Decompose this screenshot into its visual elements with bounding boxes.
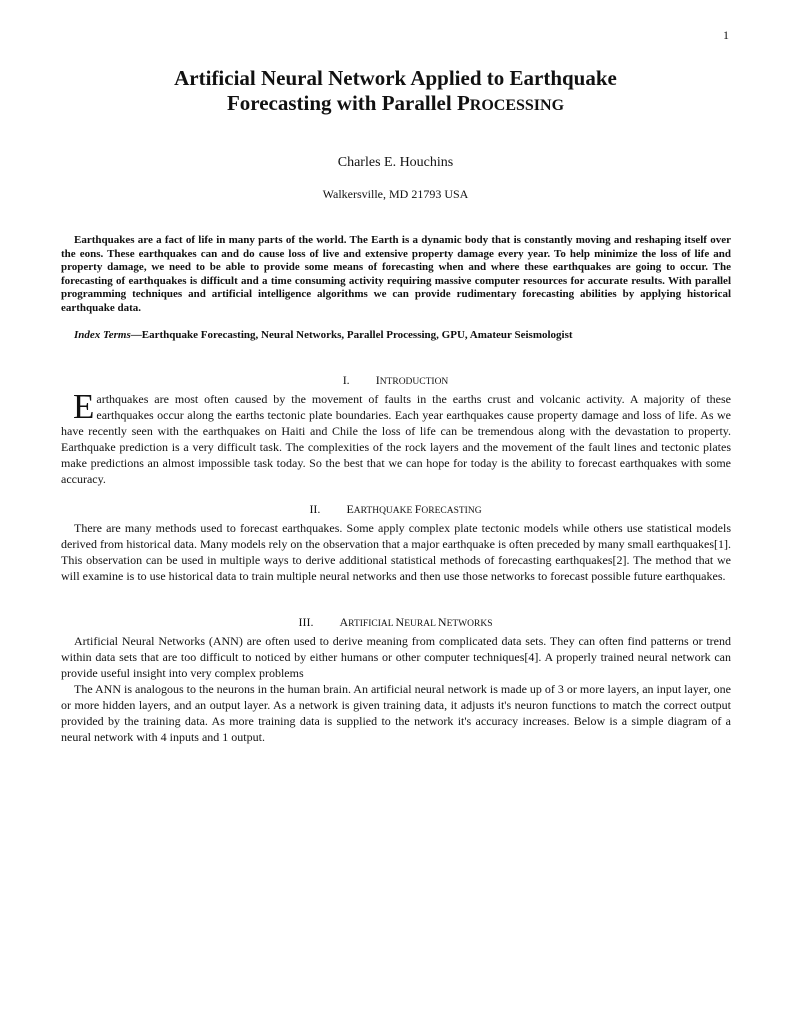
index-terms-text: —Earthquake Forecasting, Neural Networks, Parallel Processing, GPU, Amateur Seismologist xyxy=(130,329,573,341)
section-title-rest: ORECASTING xyxy=(421,506,482,516)
index-terms xyxy=(61,329,731,343)
section-title-rest: ARTHQUAKE xyxy=(353,506,415,516)
page-number: 1 xyxy=(723,28,729,42)
title-line-2 xyxy=(0,91,791,118)
title-smallcaps-rest: ROCESSING xyxy=(469,97,565,114)
title-line-2-main: Forecasting with Parallel xyxy=(226,91,457,115)
introduction-paragraph xyxy=(61,387,731,487)
section-title-rest: EURAL xyxy=(404,619,438,629)
drop-cap: E xyxy=(73,387,95,426)
introduction-text: arthquakes are most often caused by the movement of faults in the earths crust and volcanic activity. A majority of these earthquakes occur along the earths tectonic plate boundaries. Each year earthquakes cause property damage and loss of life. As we have recently seen with the earthquakes on Haiti and Chile the loss of life can be tremendous along with the devastation to property. Earthquake prediction is a very difficult task. The complexities of the rock layers and the movement of the fault lines and tectonic plates make predictions an almost impossible task today. So the best that we can hope for today is the ability to forecast earthquakes with some accuracy. xyxy=(61,392,731,486)
section-title-first: I xyxy=(375,373,380,387)
section-number: II. xyxy=(309,502,321,516)
section-number: I. xyxy=(342,373,350,387)
author-affiliation: Walkersville, MD 21793 USA xyxy=(322,187,469,201)
section-title-first: N xyxy=(395,615,405,629)
section-title-rest: ETWORKS xyxy=(446,619,493,629)
title-smallcaps-first: P xyxy=(456,91,470,115)
title-line-1: Artificial Neural Network Applied to Earthquake xyxy=(174,66,617,90)
section-title-rest: NTRODUCTION xyxy=(379,377,449,387)
section-heading-artificial-neural-networks xyxy=(0,615,791,630)
section-title-first: F xyxy=(414,502,422,516)
section-number: III. xyxy=(298,615,314,629)
forecasting-paragraph: There are many methods used to forecast earthquakes. Some apply complex plate tectonic models while others use statistical models derived from historical data. Many models rely on the observation that a major earthquake is often preceded by many small earthquakes[1]. This observation can be used in multiple ways to derive additional statistical methods of forecasting earthquakes[2]. The method that we will examine is to use historical data to train multiple neural networks and then use those networks to forecast possible future earthquakes. xyxy=(61,521,731,583)
paper-title xyxy=(0,66,791,118)
section-title-first: N xyxy=(437,615,447,629)
section-title-rest: RTIFICIAL xyxy=(348,619,396,629)
section-title-first: A xyxy=(339,615,349,629)
section-title-first: E xyxy=(346,502,354,516)
author-name: Charles E. Houchins xyxy=(337,155,454,170)
ann-paragraph-1: Artificial Neural Networks (ANN) are often used to derive meaning from complicated data sets. They can often find patterns or trend within data sets that are too difficult to noticed by either humans or other computer techniques[4]. A properly trained neural network can provide useful insight into very complex problems xyxy=(61,634,731,680)
section-heading-earthquake-forecasting xyxy=(0,502,791,517)
index-terms-label: Index Terms xyxy=(74,329,131,341)
section-heading-introduction xyxy=(0,373,791,388)
abstract: Earthquakes are a fact of life in many parts of the world. The Earth is a dynamic body that is constantly moving and reshaping itself over the eons. These earthquakes can and do cause loss of live and extensive property damage every year. To help minimize the loss of life and property damage, we need to be able to provide some means of forecasting when and where these earthquakes are going to occur. The forecasting of earthquakes is difficult and a time consuming activity requiring massive computer resources for accurate results. With parallel programming techniques and artificial intelligence algorithms we can provide rudimentary forecasting abilities by applying historical earthquake data. xyxy=(61,234,731,314)
ann-paragraph-2: The ANN is analogous to the neurons in the human brain. An artificial neural network is made up of 3 or more layers, an input layer, one or more hidden layers, and an output layer. As a network is given training data, it adjusts it's neuron functions to match the correct output provided by the training data. As more training data is supplied to the network it's accuracy increases. Below is a simple diagram of a neural network with 4 inputs and 1 output. xyxy=(61,682,732,744)
